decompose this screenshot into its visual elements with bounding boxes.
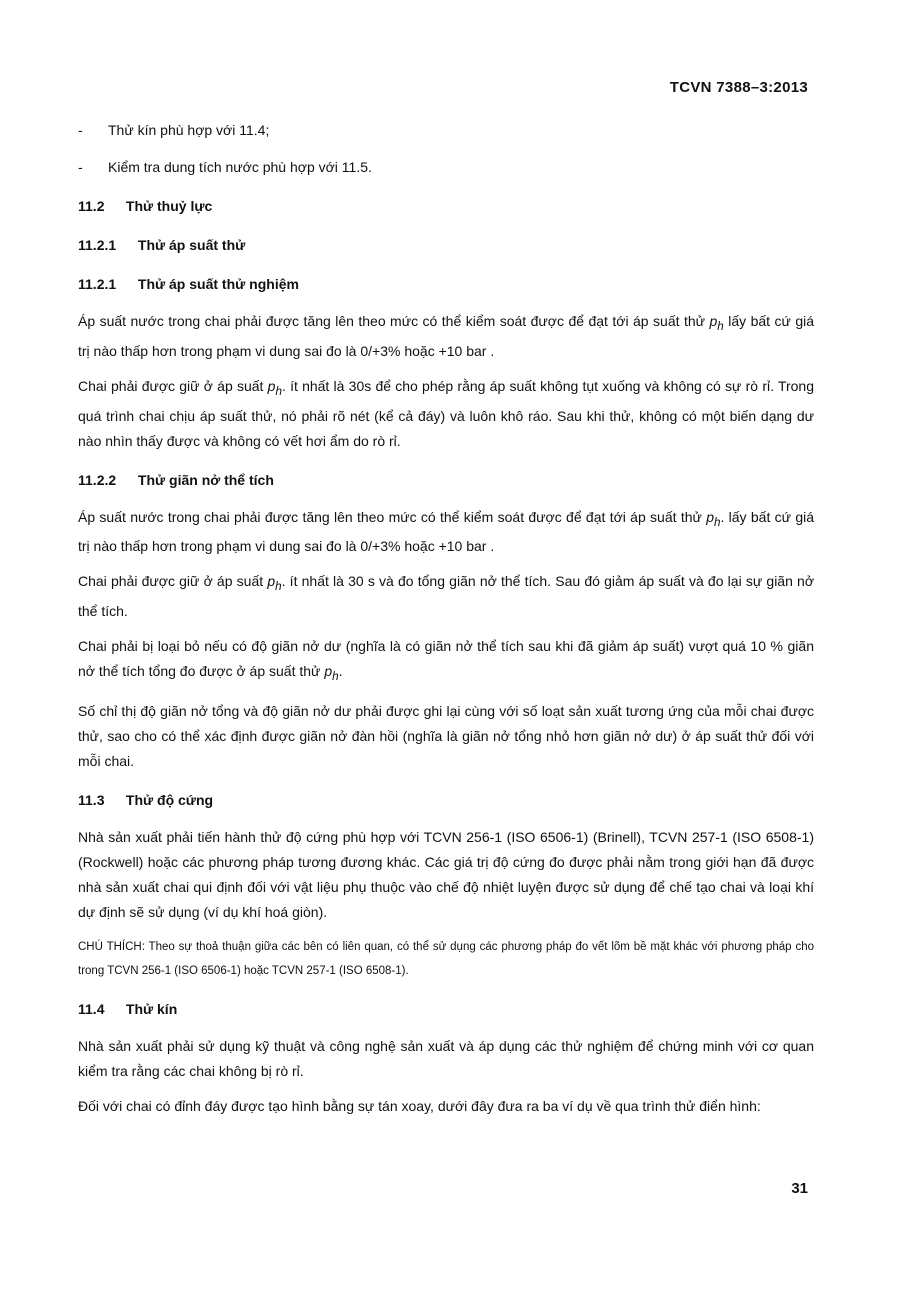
symbol-subscript: h	[713, 515, 721, 529]
section-number: 11.2.2	[78, 471, 117, 488]
paragraph-text: . lấy bất cứ giá trị nào thấp hơn trong phạm vi dung sai đo là 0/+3% hoặc +10 bar .	[78, 508, 814, 555]
section-number: 11.2.1	[78, 237, 117, 253]
paragraph	[78, 309, 814, 364]
symbol-subscript: h	[275, 580, 282, 594]
section-heading-11-3	[78, 788, 814, 813]
paragraph-text: .	[338, 663, 343, 680]
section-number: 11.4	[78, 1000, 105, 1017]
symbol-ph: $p_h$	[709, 313, 724, 333]
section-heading-11-4	[78, 997, 814, 1022]
section-title: Thử giãn nở thể tích	[137, 471, 274, 488]
list-item-text: Kiểm tra dung tích nước phù hợp với 11.5.	[108, 159, 372, 175]
page-number: 31	[791, 1180, 808, 1197]
symbol-ph: $p_h$	[324, 663, 339, 683]
section-title: Thử áp suất thử	[137, 237, 246, 253]
section-heading-11-2-1-test	[78, 272, 814, 297]
paragraph-text: Chai phải được giữ ở áp suất	[78, 377, 264, 394]
list-item	[78, 155, 814, 180]
paragraph-text: Chai phải được giữ ở áp suất	[78, 573, 264, 590]
document-body	[78, 118, 814, 1129]
symbol-ph: $p_h$	[267, 573, 282, 594]
paragraph	[78, 634, 814, 689]
section-heading-11-2	[78, 194, 814, 219]
symbol-subscript: h	[275, 384, 282, 398]
bullet-dash: -	[78, 122, 83, 138]
paragraph-text: Áp suất nước trong chai phải được tăng lên theo mức có thể kiểm soát được để đạt tới áp suất thử	[78, 508, 702, 525]
list-item	[78, 118, 814, 143]
paragraph: Nhà sản xuất phải sử dụng kỹ thuật và công nghệ sản xuất và áp dụng các thử nghiệm để chứng minh với cơ quan kiểm tra rằng các chai không bị rò rỉ.	[78, 1037, 814, 1079]
paragraph-text: lấy bất cứ giá trị nào thấp hơn trong phạm vi dung sai đo là 0/+3% hoặc +10 bar .	[78, 313, 815, 359]
symbol-ph: $p_h$	[706, 508, 721, 529]
symbol-subscript: h	[717, 319, 724, 333]
paragraph: Nhà sản xuất phải tiến hành thử độ cứng phù hợp với TCVN 256-1 (ISO 6506-1) (Brinell), TCVN 257-1 (ISO 6508-1) (Rockwell) hoặc các phương pháp tương đương khác. Các giá trị độ cứng đo được phải nằm trong giới hạn đã được nhà sản xuất chai qui định đối với vật liệu phụ thuộc vào chế độ nhiệt luyện được sử dụng để chế tạo chai và loại khí dự định sẽ sử dụng (ví dụ khí hoá giòn).	[78, 828, 814, 920]
paragraph: Đối với chai có đỉnh đáy được tạo hình bằng sự tán xoay, dưới đây đưa ra ba ví dụ về qua trình thử điển hình:	[78, 1097, 761, 1114]
note: CHÚ THÍCH: Theo sự thoả thuận giữa các bên có liên quan, có thể sử dụng các phương pháp đo vết lõm bề mặt khác với phương pháp cho trong TCVN 256-1 (ISO 6506-1) hoặc TCVN 257-1 (ISO 6508-1).	[78, 940, 814, 977]
section-number: 11.2.1	[78, 276, 117, 292]
bullet-dash: -	[78, 159, 83, 175]
section-title: Thử độ cứng	[125, 791, 214, 808]
section-title: Thử áp suất thử nghiệm	[137, 276, 299, 292]
paragraph	[78, 505, 814, 560]
standard-code: TCVN 7388–3:2013	[669, 79, 808, 96]
paragraph-text: Áp suất nước trong chai phải được tăng lên theo mức có thể kiểm soát được để đạt tới áp suất thử	[78, 313, 706, 329]
paragraph	[78, 569, 814, 624]
paragraph-text: . ít nhất là 30 s và đo tổng giãn nở thể tích. Sau đó giảm áp suất và đo lại sự giãn nở thể tích.	[78, 573, 815, 620]
section-title: Thử kín	[125, 1000, 178, 1017]
section-heading-11-2-2	[78, 468, 814, 493]
section-heading-11-2-1	[78, 233, 814, 258]
paragraph: Số chỉ thị độ giãn nở tổng và độ giãn nở dư phải được ghi lại cùng với số loạt sản xuất tương ứng của mỗi chai được thử, sao cho có thể xác định được giãn nở đàn hồi (nghĩa là giãn nở tổng nhỏ hơn giãn nở dư) ở áp suất thử đối với mỗi chai.	[78, 702, 814, 769]
symbol-subscript: h	[332, 669, 339, 683]
section-number: 11.3	[78, 791, 105, 808]
paragraph-text: Chai phải bị loại bỏ nếu có độ giãn nở dư (nghĩa là có giãn nở thể tích sau khi đã giảm áp suất) vượt quá 10 % giãn nở thể tích tổng đo được ở áp suất thử	[78, 638, 814, 680]
paragraph	[78, 374, 814, 454]
paragraph-text: . ít nhất là 30s để cho phép rằng áp suất không tụt xuống và không có sự rò rỉ. Trong quá trình chai chịu áp suất thử, nó phải rõ nét (kể cả đáy) và luôn khô ráo. Sau khi thử, không có một biến dạng dư nào nhìn thấy được và không có vết hơi ẩm do rò rỉ.	[78, 377, 815, 449]
section-title: Thử thuỷ lực	[125, 198, 213, 214]
list-item-text: Thử kín phù hợp với 11.4;	[108, 122, 270, 138]
symbol-ph: $p_h$	[267, 377, 282, 398]
section-number: 11.2	[78, 198, 105, 214]
